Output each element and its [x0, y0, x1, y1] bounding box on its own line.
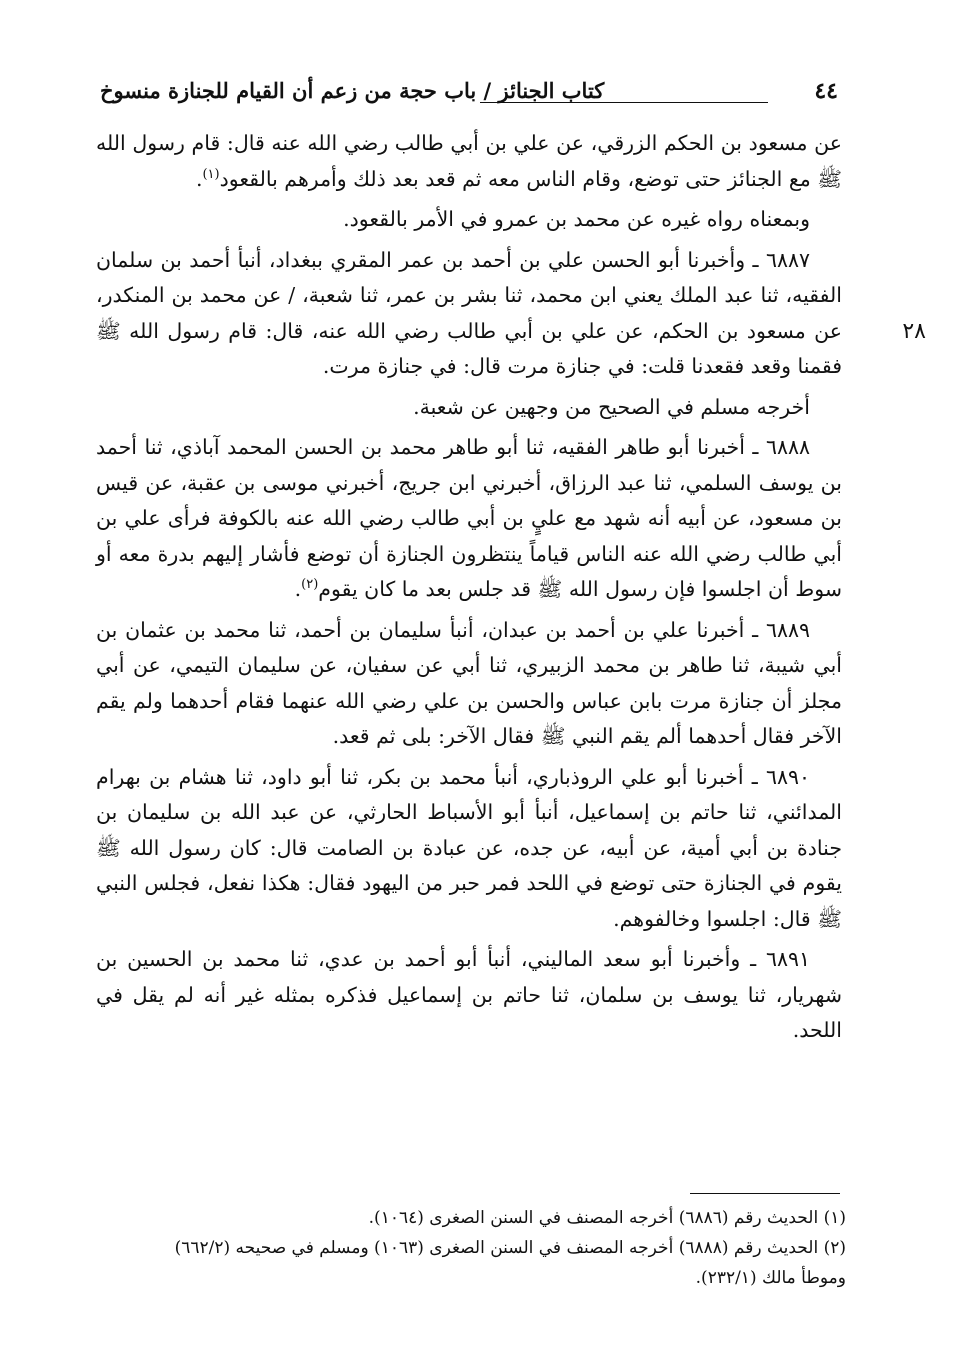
footnote-ref: (٢) — [301, 577, 319, 593]
paragraph-text: ٦٨٨٨ ـ أخبرنا أبو طاهر الفقيه، ثنا أبو طاهر محمد بن الحسن المحمد آباذي، ثنا أحمد بن يوسف السلمي، ثنا عبد الرزاق، أخبرني ابن جريج، أخبرني موسى بن عقبة، عن قيس بن مسعود، عن أبيه أنه شهد مع عليٍ بن أبي طالب رضي الله عنه بالكوفة فرأى علي بن أبي طالب رضي الله عنه الناس قياماً ينتظرون الجنازة أن توضع فأشار إليهم بدرة معه أو سوط أن اجلسوا فإن رسول الله ﷺ قد جلس بعد ما كان يقوم — [96, 435, 842, 601]
paragraph — [96, 126, 842, 197]
paragraph-text: ٦٨٨٩ ـ أخبرنا علي بن أحمد بن عبدان، أنبأ سليمان بن أحمد، ثنا محمد بن عثمان بن أبي شيبة، ثنا طاهر بن محمد الزبيري، ثنا أبي عن سفيان، عن سليمان التيمي، عن أبي مجلز أن جنازة مرت بابن عباس والحسن بن علي رضي الله عنهما فقام أحدهما ولم يقم الآخر فقال أحدهما ألم يقم النبي ﷺ فقال الآخر: بلى ثم قعد. — [96, 617, 842, 748]
footnotes — [76, 1203, 846, 1293]
paragraph — [96, 390, 842, 426]
footnote-continuation: وموطأ مالك (٢٣٢/١). — [695, 1268, 846, 1288]
running-title: كتاب الجنائز / باب حجة من زعم أن القيام للجنازة منسوخ — [100, 78, 605, 103]
paragraph-text: وبمعناه رواه غيره عن محمد بن عمرو في الأمر بالقعود. — [343, 207, 810, 231]
paragraph-text: ٦٨٩١ ـ وأخبرنا أبو سعد الماليني، أنبأ أبو أحمد بن عدي، ثنا محمد بن الحسين بن شهريار، ثنا يوسف بن سلمان، ثنا حاتم بن إسماعيل فذكره بمثله غير أنه لم يقل في اللحد. — [96, 947, 842, 1042]
hadith-paragraph — [96, 613, 842, 755]
footnote-rule — [690, 1193, 840, 1194]
hadith-paragraph — [96, 430, 842, 608]
footnote: (١) الحديث رقم (٦٨٨٦) أخرجه المصنف في السنن الصغرى (١٠٦٤). — [368, 1208, 846, 1228]
paragraph-tail: . — [294, 577, 302, 601]
page-header — [100, 78, 838, 114]
paragraph-text: ٦٨٩٠ ـ أخبرنا أبو علي الروذباري، أنبأ محمد بن بكر، ثنا أبو داود، ثنا هشام بن بهرام المدائني، ثنا حاتم بن إسماعيل، أنبأ أبو الأسباط الحارثي، عن عبد الله بن سليمان بن جنادة بن أبي أمية، عن أبيه، عن جده، عن عبادة بن الصامت قال: كان رسول الله ﷺ يقوم في الجنازة حتى توضع في اللحد فمر حبر من اليهود فقال: هكذا نفعل، فجلس النبي ﷺ قال: اجلسوا وخالفوهم. — [96, 764, 842, 931]
paragraph-text: عن مسعود بن الحكم الزرقي، عن علي بن أبي طالب رضي الله عنه قال: قام رسول الله ﷺ مع الجنائز حتى توضع، وقام الناس معه ثم قعد بعد ذلك وأمرهم بالقعود — [96, 131, 842, 191]
body-text — [96, 126, 842, 1054]
paragraph-text: أخرجه مسلم في الصحيح من وجهين عن شعبة. — [413, 394, 810, 419]
hadith-paragraph — [96, 942, 842, 1049]
page-number: ٤٤ — [814, 78, 838, 104]
footnote-ref: (١) — [202, 166, 220, 182]
footnote: (٢) الحديث رقم (٦٨٨٨) أخرجه المصنف في السنن الصغرى (١٠٦٣) ومسلم في صحيحه (٦٦٢/٢) — [174, 1238, 846, 1258]
paragraph-tail: . — [195, 166, 203, 191]
paragraph — [96, 202, 842, 238]
paragraph-text: ٦٨٨٧ ـ وأخبرنا أبو الحسن علي بن أحمد بن عمر المقري ببغداد، أنبأ أحمد بن سلمان الفقيه، ثنا عبد الملك يعني ابن محمد، ثنا بشر بن عمر، ثنا شعبة، / عن محمد بن المنكدر، عن مسعود بن الحكم، عن علي بن أبي طالب رضي الله عنه، قال: قام رسول الله ﷺ فقمنا وقعد فقعدنا قلت: في جنازة مرت قال: في جنازة مرت. — [96, 247, 842, 378]
hadith-paragraph — [96, 760, 842, 938]
hadith-paragraph — [96, 243, 842, 385]
margin-volume-number: ٢٨ — [902, 319, 926, 344]
